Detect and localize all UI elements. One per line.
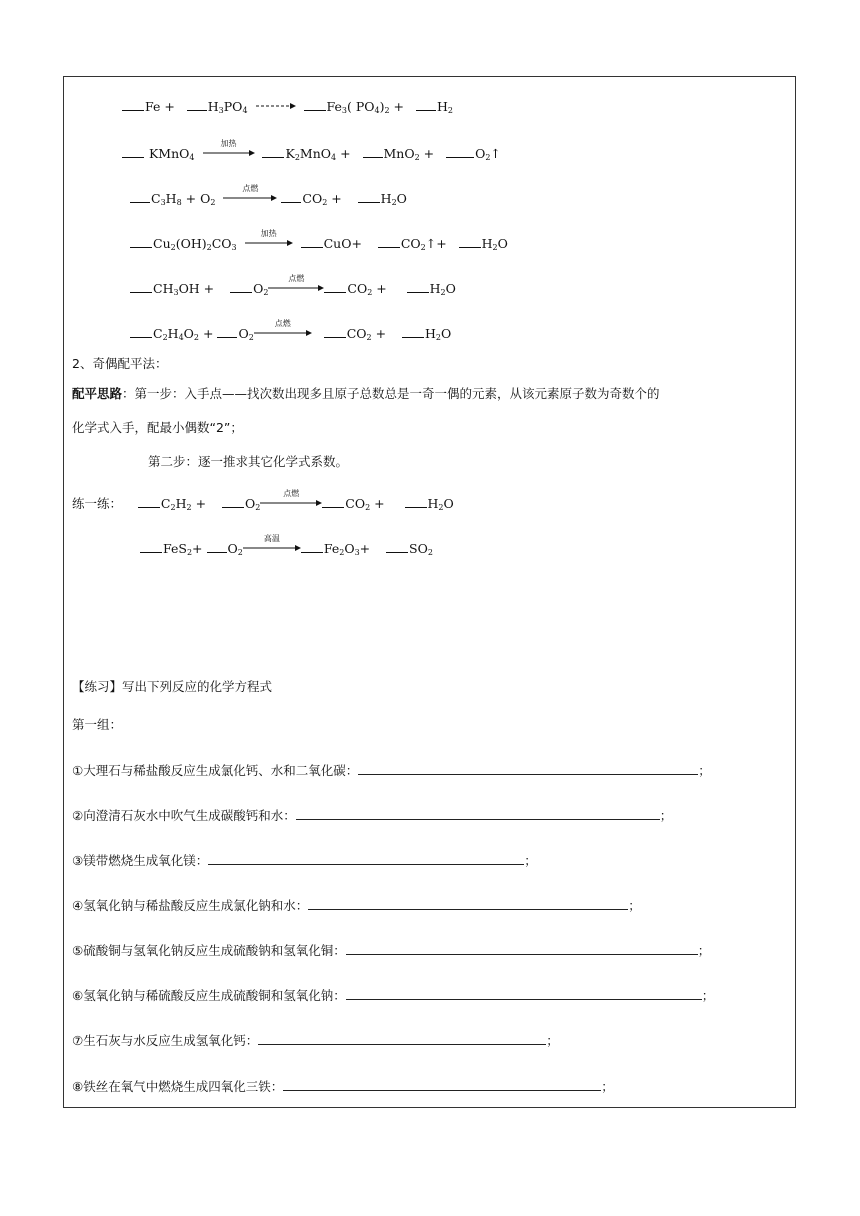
item-8-text: ⑧铁丝在氧气中燃烧生成四氧化三铁： bbox=[72, 1079, 284, 1094]
exercise-group: 第一组： bbox=[72, 717, 123, 732]
exercise-item-2 bbox=[72, 807, 672, 824]
section2-step1-cont: 化学式入手，配最小偶数“2”； bbox=[72, 420, 243, 435]
step1-text-a: ：第一步：入手点——找次数出现多且原子总数总是一奇一偶的元素，从该元素原子数为奇数个的 bbox=[122, 386, 660, 401]
equation-cu2oh2co3: $Cu_2(OH)_2CO_3$ 加热 CuO+ $CO_2↑+ H_2O$ bbox=[130, 234, 508, 256]
item-2-text: ②向澄清石灰水中吹气生成碳酸钙和水： bbox=[72, 808, 296, 823]
practice-fes2: $FeS_2+ O_2$ 高温 $Fe_2O_3+$ $SO_2$ bbox=[140, 539, 433, 561]
item-6-text: ⑥氢氧化钠与稀硫酸反应生成硫酸铜和氢氧化钠： bbox=[72, 988, 346, 1003]
exercise-item-5 bbox=[72, 942, 710, 959]
equation-kmno4: KMnO$_4$ 加热 $K_2MnO_4 + MnO_2$ + $O_2↑$ bbox=[122, 144, 501, 166]
item-6-end: ； bbox=[701, 988, 715, 1003]
answer-blank-7[interactable] bbox=[258, 1032, 546, 1045]
exercise-item-3 bbox=[72, 852, 537, 869]
item-3-end: ； bbox=[524, 853, 537, 868]
exercise-item-4 bbox=[72, 897, 641, 914]
item-7-text: ⑦生石灰与水反应生成氢氧化钙： bbox=[72, 1033, 259, 1048]
answer-blank-2[interactable] bbox=[296, 807, 660, 820]
item-1-text: ①大理石与稀盐酸反应生成氯化钙、水和二氧化碳： bbox=[72, 763, 359, 778]
item-8-end: ； bbox=[601, 1079, 614, 1094]
item-1-end: ； bbox=[698, 763, 711, 778]
answer-blank-3[interactable] bbox=[208, 852, 524, 865]
item-3-text: ③镁带燃烧生成氧化镁： bbox=[72, 853, 209, 868]
item-5-text: ⑤硫酸铜与氢氧化钠反应生成硫酸钠和氢氧化铜： bbox=[72, 943, 346, 958]
exercise-item-1 bbox=[72, 762, 711, 779]
section2-step1 bbox=[72, 386, 660, 402]
answer-blank-1[interactable] bbox=[358, 762, 698, 775]
practice-c2h2: 练一练： $C_2H_2$ + $O_2$ 点燃 $CO_2$ + $H_2O$ bbox=[72, 489, 454, 512]
equation-c2h4o2: $C_2H_4O_2 + O_2$ 点燃 $CO_2$ + $H_2O$ bbox=[130, 324, 451, 346]
answer-blank-5[interactable] bbox=[346, 942, 698, 955]
item-2-end: ； bbox=[659, 808, 673, 823]
idea-label: 配平思路 bbox=[72, 386, 123, 401]
item-4-text: ④氢氧化钠与稀盐酸反应生成氯化钠和水： bbox=[72, 898, 309, 913]
equation-fe: $Fe + H_3PO_4$ $Fe_3$( $PO_4)_2 + H_2$ bbox=[122, 97, 453, 119]
item-4-end: ； bbox=[628, 898, 641, 913]
answer-blank-4[interactable] bbox=[308, 897, 628, 910]
exercise-item-6 bbox=[72, 987, 714, 1004]
equation-ch3oh: $CH_3OH$ + $O_2$ 点燃 $CO_2$ + $H_2O$ bbox=[130, 279, 456, 301]
answer-blank-8[interactable] bbox=[283, 1078, 601, 1091]
section2-step2: 第二步：逐一推求其它化学式系数。 bbox=[148, 454, 349, 469]
exercise-item-7 bbox=[72, 1032, 559, 1049]
item-5-end: ； bbox=[697, 943, 711, 958]
practice-label: 练一练： bbox=[72, 496, 123, 511]
section2-title: 2、奇偶配平法： bbox=[72, 356, 168, 371]
item-7-end: ； bbox=[546, 1033, 559, 1048]
exercise-title: 【练习】写出下列反应的化学方程式 bbox=[72, 679, 273, 694]
answer-blank-6[interactable] bbox=[346, 987, 702, 1000]
equation-c3h8: $C_3H_8 + O_2$ 点燃 $CO_2$ + $H_2O$ bbox=[130, 189, 407, 211]
exercise-item-8 bbox=[72, 1078, 614, 1095]
